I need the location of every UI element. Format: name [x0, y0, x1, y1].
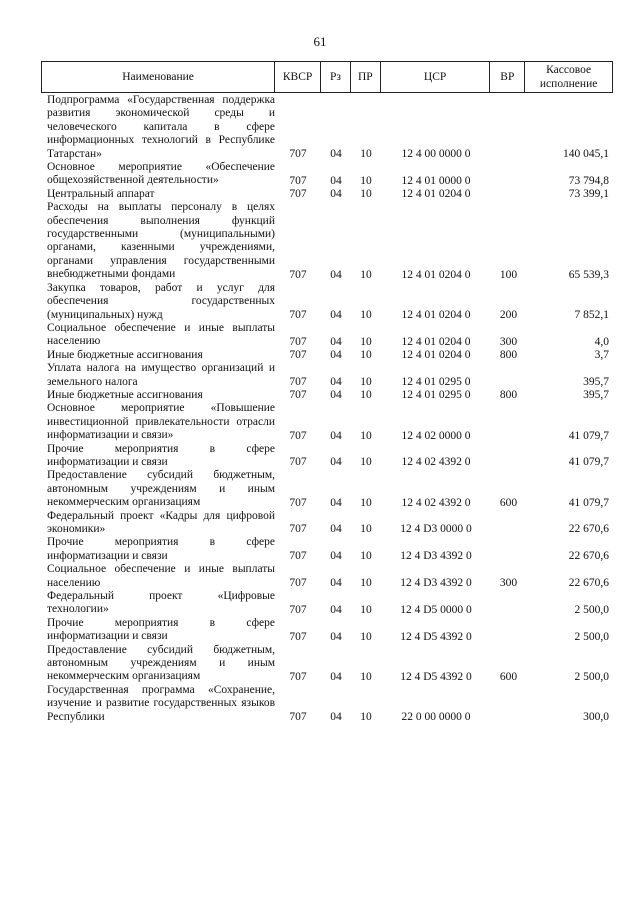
cell-sum: 300,0	[583, 711, 609, 724]
cell-pr: 10	[360, 335, 372, 348]
cell-sum: 2 500,0	[574, 630, 609, 643]
cell-csr: 12 4 01 0000 0	[401, 174, 471, 187]
table-row	[41, 469, 613, 509]
cell-pr: 10	[360, 603, 372, 616]
row-name: Расходы на выплаты персоналу в целях обеспечения выполнения функций государственными (муниципальными) органами, казенными учреждениями, органами управления государственными внебюджетными фондами	[47, 201, 275, 281]
cell-sum: 2 500,0	[574, 603, 609, 616]
row-cells	[275, 603, 613, 617]
cell-vr: 600	[499, 496, 518, 509]
cell-vr: 800	[499, 349, 518, 362]
row-cells	[275, 268, 613, 282]
table-row	[41, 443, 613, 470]
table-row	[41, 684, 613, 724]
table-row	[41, 282, 613, 322]
table-row	[41, 402, 613, 442]
row-cells	[275, 670, 613, 684]
cell-pr: 10	[360, 670, 372, 683]
cell-rz: 04	[330, 174, 342, 187]
cell-vr	[491, 187, 526, 201]
cell-pr: 10	[360, 389, 372, 402]
cell-csr: 12 4 02 4392 0	[401, 496, 471, 509]
row-cells	[275, 429, 613, 443]
cell-pr: 10	[360, 577, 372, 590]
row-name: Прочие мероприятия в сфере информатизации и связи	[47, 536, 275, 562]
cell-kvsr: 707	[289, 389, 307, 402]
row-name: Подпрограмма «Государственная поддержка развития экономической среды и человеческого капитала в сфере информационных технологий в Республике Татарстан»	[47, 94, 275, 160]
cell-rz: 04	[330, 148, 342, 161]
cell-vr	[491, 429, 526, 443]
cell-kvsr: 707	[289, 174, 307, 187]
cell-pr: 10	[360, 349, 372, 362]
cell-vr	[491, 455, 526, 469]
cell-vr: 600	[499, 670, 518, 683]
cell-kvsr: 707	[289, 375, 307, 388]
cell-sum: 7 852,1	[574, 308, 609, 321]
cell-vr: 200	[499, 308, 518, 321]
cell-sum: 140 045,1	[563, 148, 609, 161]
cell-kvsr: 707	[289, 429, 307, 442]
row-name: Иные бюджетные ассигнования	[47, 348, 203, 361]
cell-csr: 12 4 D3 0000 0	[400, 523, 472, 536]
row-cells	[275, 522, 613, 536]
cell-kvsr: 707	[289, 349, 307, 362]
table-header	[41, 61, 613, 93]
cell-kvsr: 707	[289, 308, 307, 321]
cell-rz: 04	[330, 349, 342, 362]
cell-rz: 04	[330, 188, 342, 201]
cell-rz: 04	[330, 603, 342, 616]
cell-rz: 04	[330, 496, 342, 509]
header-rz: Рз	[321, 62, 351, 92]
cell-vr: 800	[499, 389, 518, 402]
cell-rz: 04	[330, 308, 342, 321]
cell-csr: 12 4 01 0204 0	[401, 308, 471, 321]
row-cells	[275, 308, 613, 322]
row-cells	[275, 335, 613, 349]
row-name: Федеральный проект «Цифровые технологии»	[47, 590, 275, 616]
header-name: Наименование	[42, 62, 275, 92]
table-row	[41, 590, 613, 617]
cell-pr: 10	[360, 496, 372, 509]
cell-kvsr: 707	[289, 603, 307, 616]
cell-vr	[491, 710, 526, 724]
table-row	[41, 536, 613, 563]
header-vr: ВР	[490, 62, 525, 92]
row-name: Основное мероприятие «Обеспечение общехозяйственной деятельности»	[47, 161, 275, 187]
row-name: Государственная программа «Сохранение, изучение и развитие государственных языков Республики	[47, 683, 275, 723]
row-name: Предоставление субсидий бюджетным, автономным учреждениям и иным некоммерческим организациям	[47, 643, 275, 683]
row-cells	[275, 147, 613, 161]
cell-vr	[491, 522, 526, 536]
cell-pr: 10	[360, 308, 372, 321]
cell-sum: 22 670,6	[568, 550, 609, 563]
cell-kvsr: 707	[289, 188, 307, 201]
cell-csr: 12 4 02 0000 0	[401, 429, 471, 442]
cell-sum: 65 539,3	[568, 268, 609, 281]
cell-sum: 22 670,6	[568, 577, 609, 590]
cell-rz: 04	[330, 375, 342, 388]
cell-sum: 41 079,7	[568, 456, 609, 469]
cell-vr	[491, 147, 526, 161]
cell-sum: 41 079,7	[568, 429, 609, 442]
cell-csr: 12 4 D3 4392 0	[400, 577, 472, 590]
cell-vr	[491, 549, 526, 563]
cell-sum: 73 794,8	[568, 174, 609, 187]
row-name: Прочие мероприятия в сфере информатизации и связи	[47, 616, 275, 643]
cell-csr: 12 4 D3 4392 0	[400, 550, 472, 563]
row-cells	[275, 549, 613, 563]
cell-vr	[491, 603, 526, 617]
table-row	[41, 510, 613, 537]
cell-rz: 04	[330, 711, 342, 724]
cell-kvsr: 707	[289, 670, 307, 683]
cell-pr: 10	[360, 550, 372, 563]
cell-sum: 22 670,6	[568, 523, 609, 536]
table-row	[41, 362, 613, 389]
cell-vr: 300	[499, 577, 518, 590]
cell-csr: 12 4 01 0295 0	[401, 389, 471, 402]
header-pr: ПР	[351, 62, 381, 92]
cell-pr: 10	[360, 429, 372, 442]
table-row	[41, 644, 613, 684]
cell-pr: 10	[360, 268, 372, 281]
cell-rz: 04	[330, 670, 342, 683]
cell-rz: 04	[330, 456, 342, 469]
cell-rz: 04	[330, 268, 342, 281]
page-number: 61	[313, 34, 327, 49]
cell-csr: 12 4 01 0204 0	[401, 188, 471, 201]
cell-vr	[491, 174, 526, 188]
row-cells	[275, 455, 613, 469]
row-cells	[275, 630, 613, 644]
cell-pr: 10	[360, 174, 372, 187]
cell-pr: 10	[360, 456, 372, 469]
cell-kvsr: 707	[289, 148, 307, 161]
table-row	[41, 201, 613, 281]
cell-csr: 22 0 00 0000 0	[401, 711, 471, 724]
row-name: Закупка товаров, работ и услуг для обеспечения государственных (муниципальных) нужд	[47, 281, 275, 321]
table-row	[41, 617, 613, 644]
cell-kvsr: 707	[289, 577, 307, 590]
cell-sum: 395,7	[583, 389, 609, 402]
cell-pr: 10	[360, 148, 372, 161]
cell-kvsr: 707	[289, 456, 307, 469]
row-name: Социальное обеспечение и иные выплаты населению	[47, 563, 275, 589]
row-name: Центральный аппарат	[47, 187, 155, 200]
cell-pr: 10	[360, 711, 372, 724]
cell-csr: 12 4 01 0295 0	[401, 375, 471, 388]
cell-rz: 04	[330, 389, 342, 402]
cell-csr: 12 4 D5 0000 0	[400, 603, 472, 616]
row-cells	[275, 388, 613, 402]
row-cells	[275, 496, 613, 510]
row-name: Социальное обеспечение и иные выплаты населению	[47, 321, 275, 348]
cell-kvsr: 707	[289, 523, 307, 536]
row-name: Федеральный проект «Кадры для цифровой экономики»	[47, 509, 275, 535]
cell-pr: 10	[360, 375, 372, 388]
cell-kvsr: 707	[289, 335, 307, 348]
cell-sum: 2 500,0	[574, 670, 609, 683]
row-name: Прочие мероприятия в сфере информатизации и связи	[47, 442, 275, 468]
row-name: Основное мероприятие «Повышение инвестиционной привлекательности отрасли информатизации и связи»	[47, 402, 275, 442]
cell-rz: 04	[330, 335, 342, 348]
cell-kvsr: 707	[289, 630, 307, 643]
table-body	[41, 94, 613, 724]
cell-kvsr: 707	[289, 496, 307, 509]
cell-csr: 12 4 D5 4392 0	[400, 630, 472, 643]
cell-pr: 10	[360, 523, 372, 536]
table-row	[41, 349, 613, 362]
row-name: Предоставление субсидий бюджетным, автономным учреждениям и иным некоммерческим организациям	[47, 469, 275, 509]
cell-csr: 12 4 01 0204 0	[401, 335, 471, 348]
cell-kvsr: 707	[289, 711, 307, 724]
header-csr: ЦСР	[381, 62, 491, 92]
row-cells	[275, 187, 613, 201]
cell-csr: 12 4 02 4392 0	[401, 456, 471, 469]
cell-rz: 04	[330, 630, 342, 643]
row-cells	[275, 348, 613, 362]
row-cells	[275, 375, 613, 389]
cell-rz: 04	[330, 577, 342, 590]
table-row	[41, 94, 613, 161]
cell-sum: 4,0	[594, 335, 609, 348]
row-name: Иные бюджетные ассигнования	[47, 388, 203, 401]
row-cells	[275, 576, 613, 590]
cell-csr: 12 4 00 0000 0	[401, 148, 471, 161]
table-row	[41, 563, 613, 590]
row-cells	[275, 710, 613, 724]
cell-csr: 12 4 01 0204 0	[401, 349, 471, 362]
row-cells	[275, 174, 613, 188]
cell-sum: 395,7	[583, 375, 609, 388]
header-sum: Кассовое исполнение	[539, 64, 598, 90]
table-row	[41, 161, 613, 188]
cell-csr: 12 4 D5 4392 0	[400, 670, 472, 683]
cell-sum: 41 079,7	[568, 496, 609, 509]
cell-vr: 300	[499, 335, 518, 348]
cell-sum: 3,7	[594, 349, 609, 362]
cell-rz: 04	[330, 550, 342, 563]
header-kvsr: КВСР	[275, 62, 321, 92]
cell-kvsr: 707	[289, 550, 307, 563]
table-row	[41, 188, 613, 201]
cell-csr: 12 4 01 0204 0	[401, 268, 471, 281]
cell-rz: 04	[330, 523, 342, 536]
cell-vr	[491, 375, 526, 389]
cell-vr: 100	[499, 268, 518, 281]
cell-rz: 04	[330, 429, 342, 442]
cell-kvsr: 707	[289, 268, 307, 281]
table-row	[41, 389, 613, 402]
cell-pr: 10	[360, 630, 372, 643]
cell-pr: 10	[360, 188, 372, 201]
row-name: Уплата налога на имущество организаций и земельного налога	[47, 362, 275, 388]
cell-sum: 73 399,1	[568, 188, 609, 201]
cell-vr	[491, 630, 526, 644]
table-row	[41, 322, 613, 349]
